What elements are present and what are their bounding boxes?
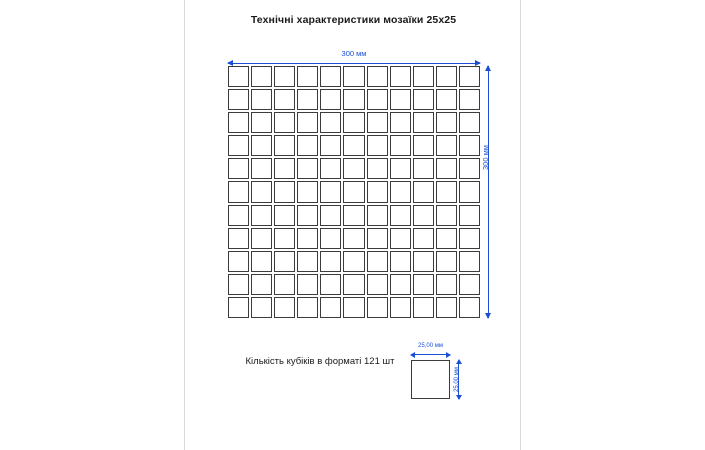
mosaic-cell	[413, 112, 434, 133]
mosaic-cell	[343, 251, 364, 272]
mosaic-cell	[320, 89, 341, 110]
mosaic-cell	[297, 158, 318, 179]
cube-width-label: 25,00 мм	[418, 343, 443, 349]
mosaic-cell	[343, 66, 364, 87]
arrow-down-icon	[456, 395, 462, 400]
mosaic-cell	[228, 66, 249, 87]
mosaic-cell	[251, 274, 272, 295]
mosaic-cell	[390, 205, 411, 226]
mosaic-cell	[436, 135, 457, 156]
mosaic-cell	[274, 274, 295, 295]
mosaic-cell	[228, 89, 249, 110]
mosaic-cell	[390, 297, 411, 318]
mosaic-cell	[390, 135, 411, 156]
mosaic-cell	[251, 205, 272, 226]
mosaic-cell	[413, 181, 434, 202]
mosaic-cell	[459, 158, 480, 179]
page-title: Технічні характеристики мозаїки 25x25	[250, 14, 457, 26]
mosaic-grid	[228, 66, 480, 318]
mosaic-cell	[343, 135, 364, 156]
mosaic-grid-cells	[228, 66, 480, 318]
mosaic-cell	[390, 251, 411, 272]
mosaic-cell	[228, 251, 249, 272]
mosaic-cell	[297, 181, 318, 202]
mosaic-cell	[320, 158, 341, 179]
mosaic-cell	[274, 135, 295, 156]
mosaic-cell	[251, 135, 272, 156]
mosaic-cell	[251, 297, 272, 318]
mosaic-cell	[297, 274, 318, 295]
mosaic-cell	[459, 228, 480, 249]
technical-drawing-sheet	[184, 0, 521, 450]
mosaic-cell	[274, 251, 295, 272]
mosaic-cell	[320, 181, 341, 202]
mosaic-cell	[436, 205, 457, 226]
mosaic-cell	[436, 112, 457, 133]
mosaic-cell	[459, 251, 480, 272]
mosaic-cell	[413, 66, 434, 87]
mosaic-cell	[297, 89, 318, 110]
mosaic-cell	[367, 228, 388, 249]
mosaic-cell	[390, 89, 411, 110]
mosaic-cell	[413, 205, 434, 226]
mosaic-cell	[459, 274, 480, 295]
mosaic-cell	[390, 274, 411, 295]
arrow-left-icon	[410, 352, 415, 358]
mosaic-cell	[367, 112, 388, 133]
mosaic-cell	[413, 158, 434, 179]
mosaic-cell	[228, 297, 249, 318]
mosaic-cell	[343, 274, 364, 295]
mosaic-cell	[390, 228, 411, 249]
mosaic-cell	[320, 228, 341, 249]
mosaic-cell	[367, 181, 388, 202]
mosaic-cell	[251, 112, 272, 133]
mosaic-cell	[459, 89, 480, 110]
single-cube-detail	[411, 360, 450, 399]
mosaic-cell	[320, 112, 341, 133]
mosaic-cell	[436, 228, 457, 249]
grid-height-label: 300 мм	[481, 145, 490, 170]
mosaic-cell	[413, 297, 434, 318]
mosaic-cell	[274, 297, 295, 318]
mosaic-cell	[228, 181, 249, 202]
mosaic-cell	[436, 158, 457, 179]
mosaic-cell	[413, 274, 434, 295]
mosaic-cell	[251, 89, 272, 110]
cube-height-label: 25,00 мм	[454, 367, 460, 392]
mosaic-cell	[228, 112, 249, 133]
mosaic-cell	[436, 181, 457, 202]
mosaic-cell	[459, 135, 480, 156]
mosaic-cell	[367, 205, 388, 226]
mosaic-cell	[274, 228, 295, 249]
cube-width-dimension-line	[411, 354, 450, 355]
mosaic-cell	[367, 158, 388, 179]
mosaic-cell	[320, 205, 341, 226]
mosaic-cell	[390, 181, 411, 202]
arrow-right-icon	[446, 352, 451, 358]
mosaic-cell	[274, 112, 295, 133]
mosaic-cell	[274, 181, 295, 202]
mosaic-cell	[320, 66, 341, 87]
mosaic-cell	[274, 205, 295, 226]
mosaic-cell	[367, 89, 388, 110]
mosaic-cell	[320, 297, 341, 318]
mosaic-cell	[297, 66, 318, 87]
grid-height-dimension-line	[488, 66, 489, 318]
mosaic-cell	[367, 66, 388, 87]
mosaic-cell	[274, 89, 295, 110]
mosaic-cell	[367, 251, 388, 272]
mosaic-cell	[251, 228, 272, 249]
mosaic-cell	[320, 251, 341, 272]
mosaic-cell	[343, 181, 364, 202]
mosaic-cell	[274, 158, 295, 179]
mosaic-cell	[436, 274, 457, 295]
mosaic-cell	[459, 297, 480, 318]
mosaic-cell	[251, 66, 272, 87]
mosaic-cell	[251, 158, 272, 179]
mosaic-cell	[343, 158, 364, 179]
mosaic-cell	[343, 228, 364, 249]
mosaic-cell	[251, 181, 272, 202]
mosaic-cell	[274, 66, 295, 87]
mosaic-cell	[413, 251, 434, 272]
cube-count-caption: Кількість кубіків в форматі 121 шт	[245, 356, 395, 367]
mosaic-cell	[251, 251, 272, 272]
mosaic-cell	[390, 158, 411, 179]
mosaic-cell	[297, 297, 318, 318]
mosaic-cell	[343, 112, 364, 133]
mosaic-cell	[297, 251, 318, 272]
mosaic-cell	[413, 89, 434, 110]
mosaic-cell	[459, 181, 480, 202]
mosaic-cell	[459, 66, 480, 87]
mosaic-cell	[228, 135, 249, 156]
mosaic-cell	[343, 297, 364, 318]
mosaic-cell	[413, 228, 434, 249]
grid-width-dimension-line	[228, 63, 480, 64]
mosaic-cell	[436, 66, 457, 87]
mosaic-cell	[297, 112, 318, 133]
mosaic-cell	[297, 135, 318, 156]
mosaic-cell	[367, 274, 388, 295]
mosaic-cell	[297, 205, 318, 226]
mosaic-cell	[228, 158, 249, 179]
arrow-down-icon	[485, 313, 491, 319]
mosaic-cell	[320, 274, 341, 295]
mosaic-cell	[367, 135, 388, 156]
mosaic-cell	[436, 89, 457, 110]
mosaic-cell	[459, 205, 480, 226]
mosaic-cell	[436, 297, 457, 318]
arrow-up-icon	[485, 65, 491, 71]
mosaic-cell	[367, 297, 388, 318]
mosaic-cell	[228, 274, 249, 295]
grid-width-label: 300 мм	[341, 49, 367, 58]
mosaic-cell	[343, 89, 364, 110]
mosaic-cell	[390, 66, 411, 87]
mosaic-cell	[228, 205, 249, 226]
mosaic-cell	[459, 112, 480, 133]
mosaic-cell	[413, 135, 434, 156]
arrow-up-icon	[456, 359, 462, 364]
mosaic-cell	[436, 251, 457, 272]
mosaic-cell	[390, 112, 411, 133]
mosaic-cell	[228, 228, 249, 249]
mosaic-cell	[343, 205, 364, 226]
mosaic-cell	[320, 135, 341, 156]
mosaic-cell	[297, 228, 318, 249]
